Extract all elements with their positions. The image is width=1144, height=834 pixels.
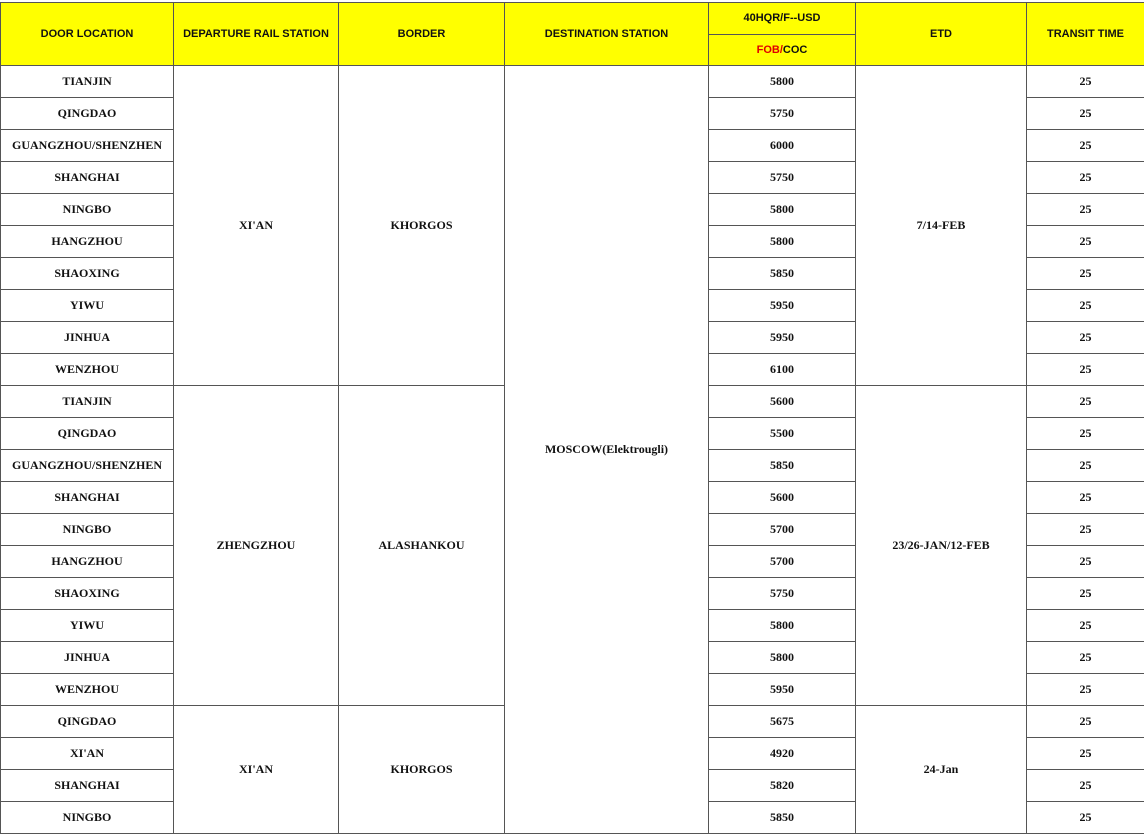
etd-cell: 7/14-FEB bbox=[856, 66, 1027, 386]
header-departure-rail-station: DEPARTURE RAIL STATION bbox=[174, 3, 339, 66]
transit-time-cell: 25 bbox=[1027, 98, 1144, 130]
price-cell: 5800 bbox=[709, 642, 856, 674]
price-cell: 5800 bbox=[709, 610, 856, 642]
transit-time-cell: 25 bbox=[1027, 226, 1144, 258]
departure-station-cell: ZHENGZHOU bbox=[174, 386, 339, 706]
price-cell: 5950 bbox=[709, 322, 856, 354]
price-cell: 5800 bbox=[709, 194, 856, 226]
transit-time-cell: 25 bbox=[1027, 290, 1144, 322]
transit-time-cell: 25 bbox=[1027, 258, 1144, 290]
etd-cell: 24-Jan bbox=[856, 706, 1027, 834]
freight-rate-table bbox=[0, 2, 1144, 834]
transit-time-cell: 25 bbox=[1027, 674, 1144, 706]
price-cell: 5850 bbox=[709, 802, 856, 834]
transit-time-cell: 25 bbox=[1027, 482, 1144, 514]
door-location-cell: GUANGZHOU/SHENZHEN bbox=[1, 130, 174, 162]
price-cell: 5820 bbox=[709, 770, 856, 802]
price-cell: 5950 bbox=[709, 290, 856, 322]
price-cell: 5500 bbox=[709, 418, 856, 450]
transit-time-cell: 25 bbox=[1027, 418, 1144, 450]
door-location-cell: NINGBO bbox=[1, 802, 174, 834]
transit-time-cell: 25 bbox=[1027, 642, 1144, 674]
transit-time-cell: 25 bbox=[1027, 610, 1144, 642]
transit-time-cell: 25 bbox=[1027, 194, 1144, 226]
door-location-cell: XI'AN bbox=[1, 738, 174, 770]
transit-time-cell: 25 bbox=[1027, 738, 1144, 770]
price-cell: 5700 bbox=[709, 546, 856, 578]
door-location-cell: JINHUA bbox=[1, 642, 174, 674]
header-border: BORDER bbox=[339, 3, 505, 66]
terms-separator: / bbox=[780, 44, 783, 56]
price-cell: 5600 bbox=[709, 386, 856, 418]
door-location-cell: QINGDAO bbox=[1, 418, 174, 450]
door-location-cell: SHAOXING bbox=[1, 258, 174, 290]
table-row bbox=[1, 66, 1144, 98]
door-location-cell: WENZHOU bbox=[1, 354, 174, 386]
transit-time-cell: 25 bbox=[1027, 66, 1144, 98]
departure-station-cell: XI'AN bbox=[174, 66, 339, 386]
border-cell: KHORGOS bbox=[339, 706, 505, 834]
transit-time-cell: 25 bbox=[1027, 386, 1144, 418]
destination-station-cell: MOSCOW(Elektrougli) bbox=[505, 66, 709, 834]
header-transit-time: TRANSIT TIME bbox=[1027, 3, 1144, 66]
transit-time-cell: 25 bbox=[1027, 130, 1144, 162]
header-price-group: 40HQR/F--USD bbox=[709, 3, 856, 35]
price-cell: 5950 bbox=[709, 674, 856, 706]
header-price-terms bbox=[709, 34, 856, 66]
door-location-cell: YIWU bbox=[1, 610, 174, 642]
etd-cell: 23/26-JAN/12-FEB bbox=[856, 386, 1027, 706]
fob-label: FOB bbox=[757, 44, 780, 56]
header-door-location: DOOR LOCATION bbox=[1, 3, 174, 66]
door-location-cell: QINGDAO bbox=[1, 706, 174, 738]
price-cell: 5600 bbox=[709, 482, 856, 514]
price-cell: 4920 bbox=[709, 738, 856, 770]
price-cell: 5750 bbox=[709, 162, 856, 194]
door-location-cell: TIANJIN bbox=[1, 66, 174, 98]
price-cell: 5850 bbox=[709, 258, 856, 290]
door-location-cell: TIANJIN bbox=[1, 386, 174, 418]
transit-time-cell: 25 bbox=[1027, 354, 1144, 386]
header-etd: ETD bbox=[856, 3, 1027, 66]
border-cell: ALASHANKOU bbox=[339, 386, 505, 706]
rate-table-body bbox=[1, 66, 1144, 834]
door-location-cell: WENZHOU bbox=[1, 674, 174, 706]
transit-time-cell: 25 bbox=[1027, 514, 1144, 546]
transit-time-cell: 25 bbox=[1027, 162, 1144, 194]
departure-station-cell: XI'AN bbox=[174, 706, 339, 834]
door-location-cell: HANGZHOU bbox=[1, 546, 174, 578]
price-cell: 6000 bbox=[709, 130, 856, 162]
door-location-cell: GUANGZHOU/SHENZHEN bbox=[1, 450, 174, 482]
door-location-cell: JINHUA bbox=[1, 322, 174, 354]
door-location-cell: YIWU bbox=[1, 290, 174, 322]
price-cell: 6100 bbox=[709, 354, 856, 386]
price-cell: 5750 bbox=[709, 98, 856, 130]
door-location-cell: NINGBO bbox=[1, 514, 174, 546]
transit-time-cell: 25 bbox=[1027, 322, 1144, 354]
transit-time-cell: 25 bbox=[1027, 770, 1144, 802]
door-location-cell: NINGBO bbox=[1, 194, 174, 226]
door-location-cell: HANGZHOU bbox=[1, 226, 174, 258]
transit-time-cell: 25 bbox=[1027, 802, 1144, 834]
price-cell: 5750 bbox=[709, 578, 856, 610]
door-location-cell: SHANGHAI bbox=[1, 162, 174, 194]
transit-time-cell: 25 bbox=[1027, 546, 1144, 578]
door-location-cell: SHANGHAI bbox=[1, 770, 174, 802]
transit-time-cell: 25 bbox=[1027, 706, 1144, 738]
header-destination-station: DESTINATION STATION bbox=[505, 3, 709, 66]
door-location-cell: SHANGHAI bbox=[1, 482, 174, 514]
border-cell: KHORGOS bbox=[339, 66, 505, 386]
price-cell: 5850 bbox=[709, 450, 856, 482]
coc-label: COC bbox=[783, 44, 807, 56]
door-location-cell: SHAOXING bbox=[1, 578, 174, 610]
price-cell: 5675 bbox=[709, 706, 856, 738]
price-cell: 5700 bbox=[709, 514, 856, 546]
transit-time-cell: 25 bbox=[1027, 450, 1144, 482]
door-location-cell: QINGDAO bbox=[1, 98, 174, 130]
price-cell: 5800 bbox=[709, 66, 856, 98]
transit-time-cell: 25 bbox=[1027, 578, 1144, 610]
price-cell: 5800 bbox=[709, 226, 856, 258]
